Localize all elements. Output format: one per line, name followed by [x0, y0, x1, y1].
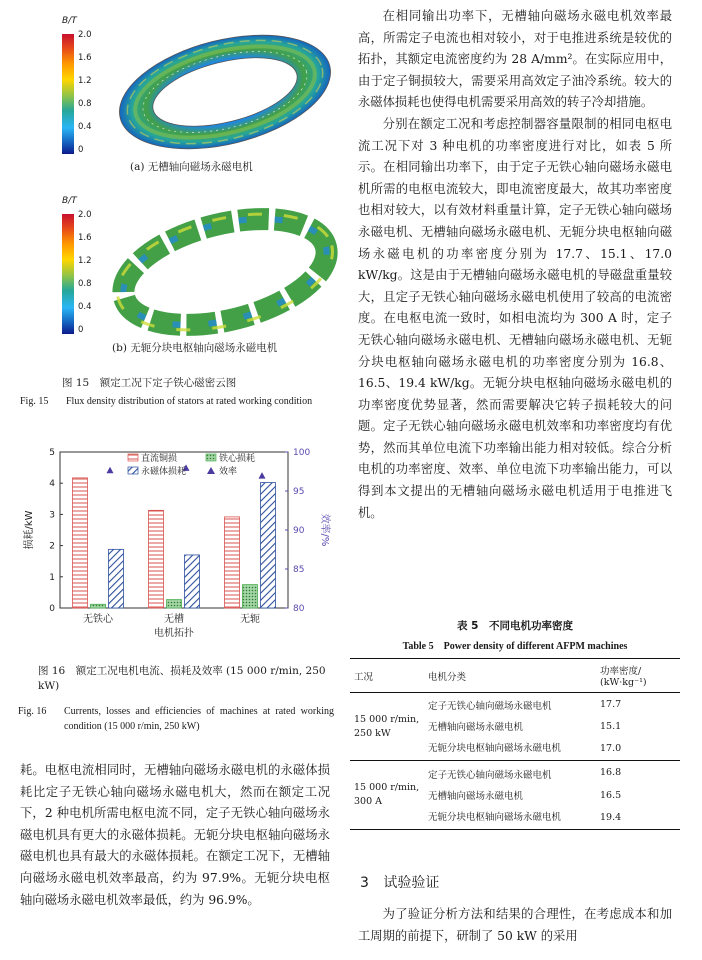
bar-直流铜损 — [225, 517, 240, 608]
fig15b-tick: 1.2 — [78, 256, 92, 266]
table5-header-row — [350, 659, 680, 693]
figure-15 — [20, 10, 340, 450]
fig16-legend — [128, 452, 255, 477]
bar-永磁体损耗 — [261, 483, 276, 608]
fig15a-tick: 0 — [78, 145, 84, 155]
legend-label: 效率 — [219, 467, 238, 477]
y-right-tick-label: 85 — [293, 565, 305, 575]
table5-value-cell: 16.5 — [600, 789, 622, 801]
legend-swatch — [128, 467, 138, 474]
x-tick-label: 无铁心 — [83, 614, 113, 625]
bar-永磁体损耗 — [185, 555, 200, 608]
fig15a-tick: 0.4 — [78, 122, 92, 132]
table5-machine-cell: 定子无铁心轴向磁场永磁电机 — [428, 701, 552, 712]
table5-grid — [350, 658, 680, 830]
table5-machine-cell: 无轭分块电枢轴向磁场永磁电机 — [428, 743, 562, 754]
x-axis-label: 电机拓扑 — [154, 628, 194, 639]
y-tick-label: 0 — [49, 604, 55, 614]
section-title: 试验验证 — [383, 875, 440, 891]
efficiency-point — [107, 467, 114, 474]
table5-condition-line: 15 000 r/min, — [354, 782, 420, 793]
table-row — [350, 761, 680, 785]
table5-condition-cell — [350, 693, 428, 761]
fig15a-stator-ring — [110, 24, 340, 159]
fig15-caption-en-label: Fig. 15 — [20, 396, 49, 407]
fig16-caption-en-label: Fig. 16 — [18, 706, 47, 717]
fig15-caption-en: Flux density distribution of stators at rated working condition — [66, 396, 313, 407]
bar-永磁体损耗 — [109, 549, 124, 608]
efficiency-point — [259, 472, 266, 479]
table5-header-unit-line1: 功率密度/ — [600, 666, 642, 677]
fig15b-colorbar — [62, 198, 102, 338]
fig15a-tick: 1.6 — [78, 53, 92, 63]
y-right-tick-label: 95 — [293, 487, 305, 497]
section-heading — [360, 872, 439, 892]
bar-直流铜损 — [73, 478, 88, 608]
legend-swatch — [206, 454, 216, 461]
right-paragraph-3: 为了验证分析方法和结果的合理性，在考虑成本和加工周期的前提下，研制了 50 kW 的采用 — [358, 907, 672, 943]
table5-value-cell: 19.4 — [600, 812, 622, 823]
fig15b-tick: 0.4 — [78, 302, 92, 312]
fig15b-tick: 0.8 — [78, 279, 92, 289]
fig15a-caption: (a) 无槽轴向磁场永磁电机 — [130, 161, 253, 173]
legend-label: 直流铜损 — [141, 454, 178, 464]
bar-直流铜损 — [149, 510, 164, 608]
y-right-axis-label: 效率/% — [319, 513, 330, 547]
x-tick-label: 无轭 — [240, 614, 260, 625]
bar-铁心损耗 — [243, 585, 258, 608]
table5-value-cell: 17.7 — [600, 698, 622, 710]
right-paragraph-1: 在相同输出功率下，无槽轴向磁场永磁电机效率最高，所需定子电流也相对较小，对于电推进系统是较优的拓扑，其额定电流密度约为 28 A/mm²。在实际应用中，由于定子铜损较大，需要采用高效定子油冷系统。较大的永磁体损耗也使得电机需要采用高效的转子冷却措施。 — [358, 9, 672, 110]
y-tick-label: 2 — [49, 541, 55, 552]
legend-label: 铁心损耗 — [219, 454, 256, 464]
fig15b-tick: 0 — [78, 325, 84, 335]
fig16-chart — [20, 430, 340, 650]
table5-value-cell: 17.0 — [600, 743, 622, 754]
table5-title-en: Table 5 Power density of different AFPM machines — [402, 641, 628, 652]
fig15a-tick: 0.8 — [78, 99, 92, 109]
fig16-bars — [73, 478, 276, 608]
table5-header-cell — [600, 659, 680, 693]
right-paragraph-2: 分别在额定工况和考虑控制器容量限制的相同电枢电流工况下对 3 种电机的功率密度进行对比，如表 5 所示。在相同输出功率下，由于定子无铁心轴向磁场永磁电机所需的电枢电流较大，即电流密度最大，故其功率密度也相对较大，以有效材料重量计算，定子无铁心轴向磁场永磁电机、无槽轴向磁场永磁电机、无轭分块电枢轴向磁场永磁电机的功率密度分别为 17.7、15.1、17.0 kW/kg。这是由于无槽轴向磁场永磁电机的导磁盘重量较大，且定子无铁心轴向磁场永磁电机使用了较高的电流密度。在电枢电流一致时，如相电流均为 300 A 时，定子无铁心轴向磁场永磁电机、无槽轴向磁场永磁电机、无轭分块电枢轴向磁场永磁电机的功率密度分别为 16.8、16.5、19.4 kW/kg。无轭分块电枢轴向磁场永磁电机的功率密度优势显著，然而需要解决它转子损耗较大的问题。定子无铁心轴向磁场永磁电机效率和功率密度均有优势，然而其单位电流下功率输出能力相对较低。综合分析电机的功率密度、效率、单位电流下功率输出能力，可以得到本文提出的无槽轴向磁场永磁电机适用于电推进飞机。 — [358, 116, 672, 520]
table5-title-zh: 表 5 不同电机功率密度 — [457, 620, 573, 632]
fig15a-tick: 1.2 — [78, 76, 92, 86]
table5-condition-line: 250 kW — [354, 727, 391, 739]
y-tick-label: 5 — [49, 448, 55, 458]
fig15a-tick: 2.0 — [78, 30, 92, 40]
legend-swatch — [128, 454, 138, 461]
x-tick-label: 无槽 — [164, 614, 184, 625]
y-right-tick-label: 90 — [293, 526, 305, 536]
table5-header-cell: 工况 — [354, 671, 374, 683]
legend-swatch-efficiency — [207, 467, 215, 474]
fig15b-colorbar-gradient — [62, 214, 74, 334]
left-column-text — [20, 760, 330, 911]
table5-condition-line: 15 000 r/min, — [354, 713, 420, 725]
table-5 — [350, 618, 680, 830]
fig15a-colorbar-gradient — [62, 34, 74, 154]
legend-label: 永磁体损耗 — [141, 467, 187, 477]
fig15b-tick: 1.6 — [78, 233, 92, 243]
bar-铁心损耗 — [167, 600, 182, 608]
table5-machine-cell: 无轭分块电枢轴向磁场永磁电机 — [428, 812, 562, 823]
y-tick-label: 4 — [49, 479, 55, 490]
fig15a-unit: B/T — [62, 16, 77, 26]
fig15a-colorbar — [62, 18, 102, 158]
table5-condition-line: 300 A — [354, 796, 383, 807]
bar-铁心损耗 — [91, 604, 106, 608]
right-column-text — [358, 6, 672, 524]
y-right-tick-label: 80 — [293, 604, 305, 614]
table5-header-unit-line2: (kW·kg⁻¹) — [600, 677, 647, 688]
table5-machine-cell: 定子无铁心轴向磁场永磁电机 — [428, 770, 552, 781]
table5-machine-cell: 无槽轴向磁场永磁电机 — [428, 722, 524, 733]
table5-header-cell: 电机分类 — [428, 671, 467, 683]
table5-value-cell: 15.1 — [600, 720, 622, 732]
y-tick-label: 1 — [49, 572, 55, 583]
table5-machine-cell: 无槽轴向磁场永磁电机 — [428, 791, 524, 802]
fig16-caption-zh: 图 16 额定工况电机电流、损耗及效率 (15 000 r/min, 250 kW) — [38, 665, 326, 692]
fig16-caption-en: Currents, losses and efficiencies of machines at rated working condition (15 000 r/min, 250 kW) — [64, 706, 334, 732]
y-tick-label: 3 — [49, 510, 55, 521]
y-axis-label: 损耗/kW — [24, 510, 35, 550]
table-row — [350, 693, 680, 716]
fig15b-segmented-stator — [110, 206, 340, 336]
y-right-tick-label: 100 — [293, 448, 311, 458]
right-column-text-end — [358, 904, 672, 947]
fig15b-caption: (b) 无轭分块电枢轴向磁场永磁电机 — [112, 342, 278, 354]
fig15b-unit: B/T — [62, 196, 77, 206]
fig15b-tick: 2.0 — [78, 210, 92, 220]
table5-condition-cell — [350, 761, 428, 830]
section-number: 3 — [360, 875, 369, 891]
left-paragraph: 耗。电枢电流相同时，无槽轴向磁场永磁电机的永磁体损耗比定子无铁心轴向磁场永磁电机大，然而在额定工况下，2 种电机所需电枢电流不同，定子无铁心轴向磁场永磁电机具有更大的永磁体损耗。无轭分块电枢轴向磁场永磁电机也具有最大的永磁体损耗。在额定工况下，无槽轴向磁场永磁电机效率最高，约为 97.9%。无轭分块电枢轴向磁场永磁电机效率最低，约为 96.9%。 — [20, 763, 330, 907]
table5-value-cell: 16.8 — [600, 767, 622, 778]
fig15-caption-zh: 图 15 额定工况下定子铁心磁密云图 — [62, 377, 237, 389]
